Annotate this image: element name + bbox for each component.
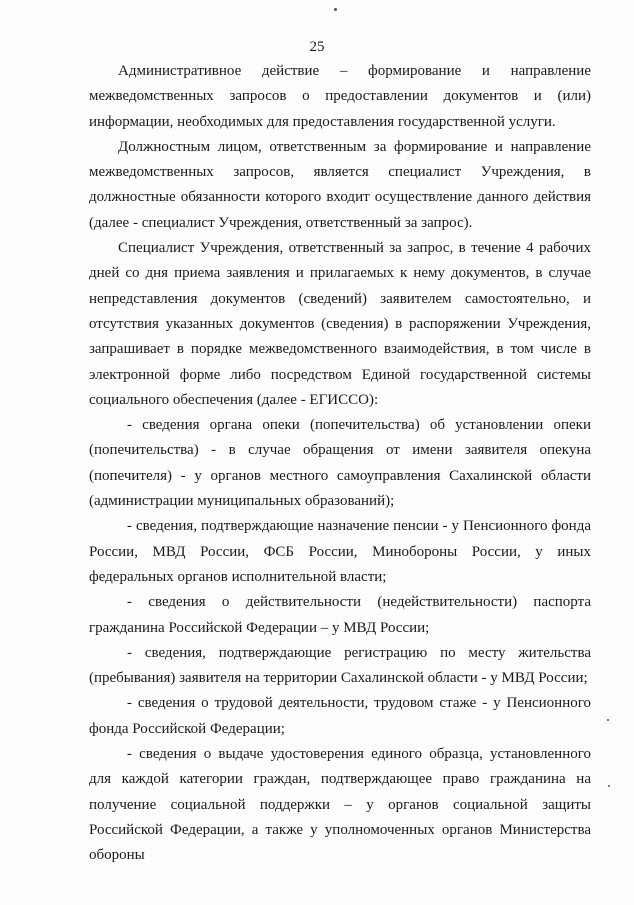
list-item: - сведения о трудовой деятельности, трудовом стаже - у Пенсионного фонда Российской Федерации; bbox=[89, 695, 591, 737]
scan-speck bbox=[608, 785, 610, 787]
list-item: - сведения о действительности (недействительности) паспорта гражданина Российской Федерации – у МВД России; bbox=[89, 594, 591, 636]
document-body bbox=[89, 59, 591, 869]
list-item: - сведения, подтверждающие назначение пенсии - у Пенсионного фонда России, МВД России, ФСБ России, Минобороны России, у иных федеральных органов исполнительной власти; bbox=[89, 518, 591, 585]
paragraph: Административное действие – формирование и направление межведомственных запросов о предоставлении документов и (или) информации, необходимых для предоставления государственной услуги. bbox=[89, 63, 591, 130]
scan-speck bbox=[334, 8, 337, 11]
list-item: - сведения, подтверждающие регистрацию по месту жительства (пребывания) заявителя на территории Сахалинской области - у МВД России; bbox=[89, 644, 591, 687]
paragraph: Специалист Учреждения, ответственный за запрос, в течение 4 рабочих дней со дня приема заявления и прилагаемых к нему документов, в случае непредставления документов (сведений) заявителем самостоятельно, и отсутствия указанных документов (сведения) в распоряжении Учреждения, запрашивает в порядке межведомственного взаимодействия, в том числе в электронной форме либо посредством Единой государственной системы социального обеспечения (далее - ЕГИССО): bbox=[89, 240, 591, 408]
scan-speck bbox=[607, 719, 609, 721]
paragraph: Должностным лицом, ответственным за формирование и направление межведомственных запросов, является специалист Учреждения, в должностные обязанности которого входит осуществление данного действия (далее - специалист Учреждения, ответственный за запрос). bbox=[89, 138, 591, 231]
list-item: - сведения органа опеки (попечительства) об установлении опеки (попечительства) - в случае обращения от имени заявителя опекуна (попечителя) - у органов местного самоуправления Сахалинской области (администрации муниципальных образований); bbox=[89, 417, 591, 510]
page-number: 25 bbox=[309, 39, 325, 55]
list-item: - сведения о выдаче удостоверения единого образца, установленного для каждой категории граждан, подтверждающее право гражданина на получение социальной поддержки – у органов социальной защиты Российской Федерации, а также у уполномоченных органов Министерства обороны bbox=[89, 746, 591, 864]
